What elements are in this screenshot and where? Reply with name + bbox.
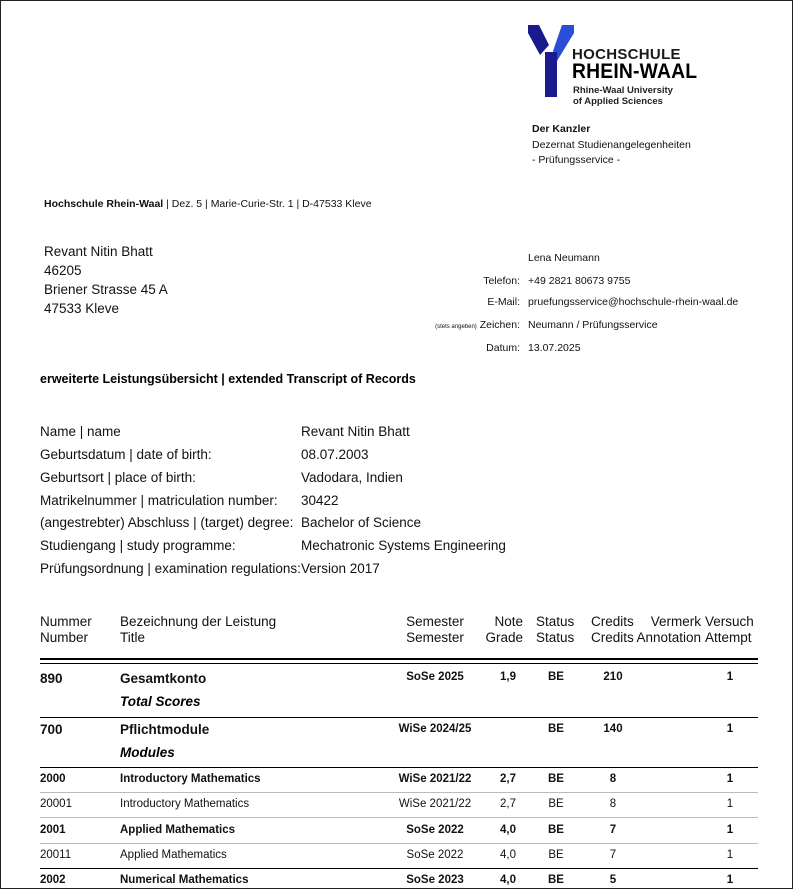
row-semester: SoSe 2022	[406, 849, 464, 861]
sender-name: Hochschule Rhein-Waal	[44, 198, 164, 210]
reference-note: (stets angeben)	[435, 324, 477, 330]
row-title: Pflichtmodule	[120, 722, 210, 737]
office-title: Der Kanzler	[532, 123, 591, 135]
header-annotation	[631, 614, 701, 646]
header-credits	[591, 614, 634, 646]
row-credits: 8	[609, 798, 617, 810]
reference-value: Neumann / Prüfungsservice	[528, 319, 658, 331]
row-number: 2001	[40, 824, 66, 836]
university-logo-mark	[528, 25, 574, 97]
personal-value: Version 2017	[301, 561, 380, 576]
row-attempt: 1	[726, 874, 734, 886]
header-grade	[481, 614, 523, 646]
personal-value: Mechatronic Systems Engineering	[301, 538, 506, 553]
row-divider	[40, 843, 758, 844]
row-title: Introductory Mathematics	[120, 773, 261, 785]
row-number: 2002	[40, 874, 66, 886]
row-title: Applied Mathematics	[120, 849, 227, 861]
row-divider	[40, 717, 758, 718]
row-semester: SoSe 2025	[406, 671, 464, 683]
row-number: 700	[40, 722, 63, 737]
row-grade: 2,7	[500, 773, 516, 785]
header-title-de: Bezeichnung der Leistung	[120, 614, 277, 629]
row-grade: 1,9	[500, 671, 516, 683]
personal-value: Bachelor of Science	[301, 515, 422, 530]
row-number: 2000	[40, 773, 66, 785]
office-dept: Dezernat Studienangelegenheiten	[532, 139, 691, 151]
row-grade: 4,0	[500, 824, 516, 836]
header-grade-en: Grade	[485, 630, 523, 645]
row-attempt: 1	[726, 849, 734, 861]
office-service: - Prüfungsservice -	[532, 154, 621, 166]
reference-label-group	[435, 319, 520, 331]
row-status: BE	[548, 671, 564, 683]
row-credits: 7	[609, 849, 617, 861]
header-semester	[395, 614, 475, 646]
header-annotation-de: Vermerk	[650, 614, 701, 629]
header-title-en: Title	[120, 630, 146, 645]
row-status: BE	[548, 773, 564, 785]
row-grade: 4,0	[500, 849, 516, 861]
row-credits: 210	[603, 671, 623, 683]
header-number-de: Nummer	[40, 614, 92, 629]
header-credits-de: Credits	[591, 614, 634, 629]
row-credits: 140	[603, 723, 623, 735]
date-value: 13.07.2025	[528, 342, 581, 354]
personal-value: 30422	[301, 493, 339, 508]
recipient-name: Revant Nitin Bhatt	[44, 244, 153, 259]
personal-label: Name | name	[40, 424, 121, 439]
row-number: 20001	[40, 798, 72, 810]
row-attempt: 1	[726, 671, 734, 683]
sender-address: | Dez. 5 | Marie-Curie-Str. 1 | D-47533 Kleve	[163, 198, 372, 210]
logo-text-english-1: Rhine-Waal University	[573, 85, 673, 96]
row-divider	[40, 792, 758, 793]
contact-person: Lena Neumann	[528, 252, 600, 264]
header-divider-top	[40, 658, 758, 660]
row-number: 890	[40, 671, 63, 686]
row-attempt: 1	[726, 773, 734, 785]
row-title: Applied Mathematics	[120, 824, 236, 836]
header-semester-en: Semester	[406, 630, 464, 645]
row-divider	[40, 868, 758, 869]
row-semester: WiSe 2021/22	[398, 773, 472, 785]
row-subtitle: Modules	[120, 745, 175, 760]
row-semester: SoSe 2022	[406, 824, 464, 836]
row-subtitle: Total Scores	[120, 694, 201, 709]
header-status-de: Status	[536, 614, 575, 629]
date-label: Datum:	[486, 342, 520, 354]
row-title: Gesamtkonto	[120, 671, 207, 686]
phone-label: Telefon:	[483, 275, 520, 287]
recipient-number: 46205	[44, 263, 82, 278]
row-status: BE	[548, 874, 564, 886]
row-credits: 7	[609, 824, 617, 836]
recipient-city: 47533 Kleve	[44, 301, 120, 316]
row-semester: WiSe 2024/25	[398, 723, 472, 735]
document-title: erweiterte Leistungsübersicht | extended Transcript of Records	[40, 372, 416, 386]
row-divider	[40, 767, 758, 768]
header-attempt-en: Attempt	[705, 630, 752, 645]
row-title: Numerical Mathematics	[120, 874, 249, 886]
row-status: BE	[548, 849, 564, 861]
row-grade: 4,0	[500, 874, 516, 886]
personal-label: Geburtsort | place of birth:	[40, 470, 196, 485]
email-label: E-Mail:	[487, 296, 520, 308]
row-attempt: 1	[726, 723, 734, 735]
personal-label: Prüfungsordnung | examination regulations:	[40, 561, 301, 576]
header-number	[40, 614, 92, 646]
personal-value: 08.07.2003	[301, 447, 369, 462]
row-semester: SoSe 2023	[406, 874, 464, 886]
row-attempt: 1	[726, 798, 734, 810]
header-credits-en: Credits	[591, 630, 634, 645]
logo-text-english-2: of Applied Sciences	[573, 96, 663, 107]
personal-label: Geburtsdatum | date of birth:	[40, 447, 212, 462]
row-divider	[40, 817, 758, 818]
personal-value: Revant Nitin Bhatt	[301, 424, 410, 439]
logo-text-hochschule: HOCHSCHULE	[572, 46, 681, 63]
personal-value: Vadodara, Indien	[301, 470, 403, 485]
personal-label: (angestrebter) Abschluss | (target) degree:	[40, 515, 294, 530]
header-title	[120, 614, 276, 646]
header-status-en: Status	[536, 630, 575, 645]
header-number-en: Number	[40, 630, 89, 645]
personal-label: Studiengang | study programme:	[40, 538, 236, 553]
personal-label: Matrikelnummer | matriculation number:	[40, 493, 278, 508]
header-attempt-de: Versuch	[705, 614, 754, 629]
row-credits: 8	[609, 773, 617, 785]
header-divider-bottom	[40, 663, 758, 664]
email-value: pruefungsservice@hochschule-rhein-waal.de	[528, 296, 739, 308]
reference-label: Zeichen:	[479, 319, 520, 331]
sender-line	[44, 198, 372, 210]
header-annotation-en: Annotation	[636, 630, 701, 645]
row-semester: WiSe 2021/22	[398, 798, 472, 810]
header-semester-de: Semester	[406, 614, 464, 629]
row-status: BE	[548, 824, 564, 836]
row-status: BE	[548, 723, 564, 735]
row-grade: 2,7	[500, 798, 516, 810]
header-grade-de: Note	[494, 614, 523, 629]
header-attempt	[705, 614, 754, 646]
row-title: Introductory Mathematics	[120, 798, 250, 810]
row-number: 20011	[40, 849, 72, 861]
row-attempt: 1	[726, 824, 734, 836]
logo-text-rhein-waal: RHEIN-WAAL	[572, 60, 698, 83]
row-credits: 5	[609, 874, 617, 886]
row-status: BE	[548, 798, 564, 810]
recipient-street: Briener Strasse 45 A	[44, 282, 168, 297]
header-status	[536, 614, 574, 646]
phone-value: +49 2821 80673 9755	[528, 275, 631, 287]
